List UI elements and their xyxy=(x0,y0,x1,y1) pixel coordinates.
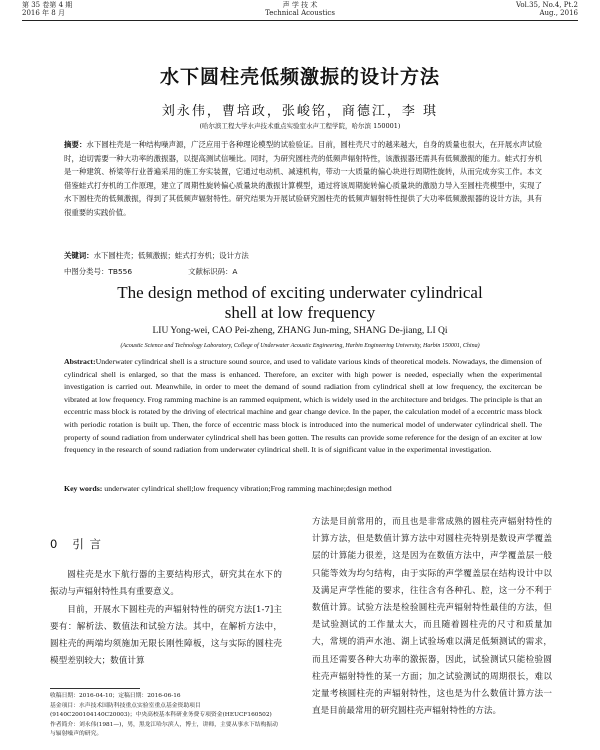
body-paragraph: 目前，开展水下圆柱壳的声辐射特性的研究方法[1-7]主要有：解析法、数值法和试验方法。其中，在解析方法中，圆柱壳的两端均须施加无限长刚性障板，这与实际的圆柱壳模型差别较大；数值计算 xyxy=(50,604,282,667)
running-header xyxy=(22,0,578,21)
section-title: 引 言 xyxy=(72,537,102,551)
keywords-en-text: underwater cylindrical shell;low frequency vibration;Frog ramming machine;design method xyxy=(104,484,392,493)
footnotes xyxy=(50,692,282,740)
body-paragraph: 方法是目前常用的，而且也是非常成熟的圆柱壳声辐射特性的计算方法，但是数值计算方法中对圆柱壳特别是数设声学覆盖层的计算能力很差，这是因为在数值方法中，声学覆盖层一般只能等效为均匀结构，由于实际的声学覆盖层在结构设计中以及满足声学性能的要求，往往含有各种孔、腔，这一分不利于数值计算。试验方法是检验圆柱壳声辐射特性最佳的方法，但是试验测试的工作量太大，而且随着圆柱壳的尺寸和质量加大，常规的消声水池、湖上试验场难以满足低频测试的需求，而且还需要各种大功率的激振器，因此，试验测试只能检验圆柱壳声辐射特性的某一方面；加之试验测试的周期很长，难以定量考核圆柱壳的声辐射特性，这也是为什么数值计算方法一直是目前最常用的研究圆柱壳声辐射特性的方法。 xyxy=(312,517,552,717)
affiliation-en: (Acoustic Science and Technology Laboratory, College of Underwater Acoustic Engineering, Harbin Engineering University, Harbin 150001, China) xyxy=(120,343,480,349)
clc-label: 中图分类号： xyxy=(64,267,109,276)
header-center xyxy=(22,1,578,17)
body-paragraph: 圆柱壳是水下航行器的主要结构形式，研究其在水下的振动与声辐射特性具有重要意义。 xyxy=(50,570,282,598)
abstract-en-text: Underwater cylindrical shell is a structure sound source, and used to validate various kinds of theoretical models. Nowadays, the dimension of cylindrical shell is enlarged, so that the mass is enhanced. Therefore, an exciter with high power is needed, especially when the experimental investigation is carried out. Meanwhile, in order to meet the demand of sound radiation from cylindrical shell at low frequency, the excitercan be vibrated at low frequency. Frog ramming machine is an rammed equipment, which is widely used in the architecture and bridges. The principle is that an eccentric mass block is rotated by the driving of electrical machine and gear change device. In the paper, the calculation model of a eccentric mass block with periodic rotation is built up. Then, the force of eccentric mass block is introduced into the numerical model of underwater cylindrical shell. The property of sound radiation from underwater cylindrical shell has been gotten. The results can provide some reference for the design of an exciter at low frequency in the research of sound radiation from underwater cylindrical shell. It is of significant value in the experimental investigation. xyxy=(64,357,542,455)
keywords-en-label: Key words: xyxy=(64,484,103,493)
keywords-cn xyxy=(64,250,542,261)
keywords-cn-text: 水下圆柱壳；低频激振；蛙式打夯机；设计方法 xyxy=(93,251,249,260)
abstract-cn xyxy=(64,138,542,220)
footnote-received: 收稿日期：2016-04-10；定稿日期：2016-06-16 xyxy=(50,693,181,699)
keywords-en xyxy=(64,484,542,493)
footnote-funding: 基金项目：水声技术国防科技重点实验室重点基金资助项目(9140C200104140C20003)；中央高校基本科研业务费专项资金(HEUCF160502) xyxy=(50,702,272,718)
header-journal-en: Technical Acoustics xyxy=(265,9,335,17)
header-date-en: Aug., 2016 xyxy=(539,9,578,17)
body-right-column xyxy=(312,514,552,720)
footnote-divider xyxy=(50,688,140,689)
section-heading xyxy=(50,536,282,553)
authors-en: LIU Yong-wei, CAO Pei-zheng, ZHANG Jun-ming, SHANG De-jiang, LI Qi xyxy=(152,326,448,336)
header-journal-cn: 声 学 技 术 xyxy=(282,1,318,9)
classification-line xyxy=(64,266,542,277)
doc-code-value: A xyxy=(232,267,238,276)
clc-value: TB556 xyxy=(108,267,133,276)
affiliation-cn: (哈尔滨工程大学水声技术重点实验室水声工程学院，哈尔滨 150001) xyxy=(199,122,401,130)
abstract-en xyxy=(64,356,542,457)
section-number: 0 xyxy=(50,537,59,551)
abstract-cn-text: 水下圆柱壳是一种结构噪声源，广泛应用于各种理论模型的试验验证。目前，圆柱壳尺寸的越来越大，自身的质量也很大，在开展水声试验时，迫切需要一种大功率的激振器，以提高测试信噪比。同时，为研究圆柱壳的低频声辐射特性，该激振器还需具有低频激振的能力。蛙式打夯机是一种建筑、桥梁等行业普遍采用的施工夯实装置，它通过电动机、减速机构，带动一大质量的偏心块进行周期性旋转，从而完成夯实工作。本文借鉴蛙式打夯机的工作原理，建立了周期性旋转偏心质量块的激振计算模型，通过将该周期旋转偏心质量块的激励力导入至圆柱壳模型中，实现了水下圆柱壳的低频激振，得到了其低频声辐射特性。研究结果为开展试验研究圆柱壳的低频声辐射特性提供了大功率低频激振器的设计方法，具有很重要的实践价值。 xyxy=(64,140,542,217)
paper-title-en xyxy=(0,283,600,323)
doc-code-label: 文献标识码： xyxy=(188,267,233,276)
header-volume-en: Vol.35, No.4, Pt.2 xyxy=(516,1,578,9)
authors-cn: 刘永伟，曹培政，张峻铭，商德江，李 琪 xyxy=(161,104,439,119)
paper-title-en-line2: shell at low frequency xyxy=(224,303,376,322)
abstract-cn-label: 摘要： xyxy=(64,140,87,149)
header-date-cn: 2016 年 8 月 xyxy=(22,9,65,17)
header-volume: 第 35 卷第 4 期 xyxy=(22,1,73,9)
keywords-cn-label: 关键词： xyxy=(64,251,94,260)
paper-title-cn: 水下圆柱壳低频激振的设计方法 xyxy=(159,66,440,88)
paper-title-en-line1: The design method of exciting underwater cylindrical xyxy=(117,283,483,302)
abstract-en-label: Abstract: xyxy=(64,357,96,366)
body-left-column xyxy=(50,514,282,670)
header-right xyxy=(516,1,578,17)
footnote-author: 作者简介：刘永伟(1981—)，男，黑龙江哈尔滨人，博士，讲师，主要从事水下结构振动与辐射噪声的研究。 xyxy=(50,721,278,737)
